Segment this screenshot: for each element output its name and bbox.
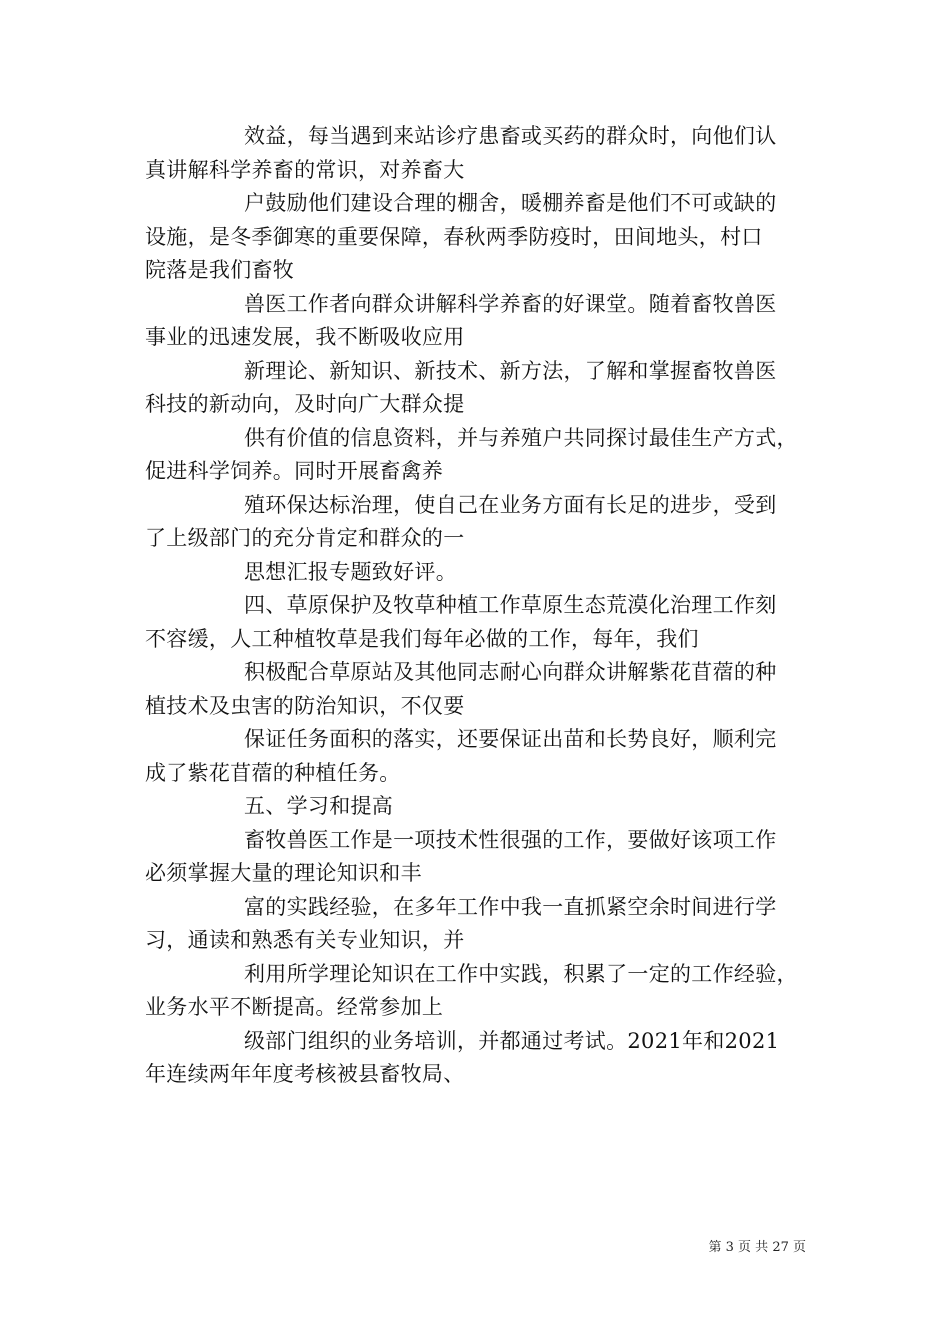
text-line: 保证任务面积的落实，还要保证出苗和长势良好，顺利完 xyxy=(244,727,777,751)
text-line: 五、学习和提高 xyxy=(244,794,394,818)
text-line: 成了紫花苜蓿的种植任务。 xyxy=(145,760,401,785)
paragraph xyxy=(145,656,810,723)
text-line: 促进科学饲养。同时开展畜禽养 xyxy=(145,459,444,483)
text-line: 事业的迅速发展，我不断吸收应用 xyxy=(145,325,465,349)
document-body xyxy=(145,120,810,1092)
text-line: 级部门组织的业务培训，并都通过考试。2021年和2021 xyxy=(244,1028,780,1053)
text-line: 科技的新动向，及时向广大群众提 xyxy=(145,392,465,416)
text-line: 积极配合草原站及其他同志耐心向群众讲解紫花苜蓿的种 xyxy=(244,660,777,684)
paragraph xyxy=(145,958,810,1025)
paragraph xyxy=(145,723,810,790)
text-line: 新理论、新知识、新技术、新方法，了解和掌握畜牧兽医 xyxy=(244,358,777,383)
text-line: 植技术及虫害的防治知识，不仅要 xyxy=(145,693,465,718)
text-line: 了上级部门的充分肯定和群众的一 xyxy=(145,526,465,550)
paragraph xyxy=(145,1025,810,1092)
paragraph xyxy=(145,556,810,590)
paragraph xyxy=(145,120,810,187)
paragraph xyxy=(145,589,810,656)
paragraph xyxy=(145,187,810,288)
text-line: 畜牧兽医工作是一项技术性很强的工作，要做好该项工作 xyxy=(244,827,777,852)
paragraph xyxy=(145,422,810,489)
text-line: 兽医工作者向群众讲解科学养畜的好课堂。随着畜牧兽医 xyxy=(244,291,777,316)
text-line: 富的实践经验，在多年工作中我一直抓紧空余时间进行学 xyxy=(244,894,777,919)
text-line: 必须掌握大量的理论知识和丰 xyxy=(145,861,422,885)
text-line: 真讲解科学养畜的常识，对养畜大 xyxy=(145,157,465,182)
text-line: 户鼓励他们建设合理的棚舍，暖棚养畜是他们不可或缺的 xyxy=(244,191,777,215)
text-line: 院落是我们畜牧 xyxy=(145,258,295,282)
text-line: 不容缓，人工种植牧草是我们每年必做的工作，每年，我们 xyxy=(145,626,699,651)
text-line: 殖环保达标治理，使自己在业务方面有长足的进步，受到 xyxy=(244,492,777,517)
page-number: 第 3 页 共 27 页 xyxy=(708,1240,806,1255)
paragraph xyxy=(145,891,810,958)
paragraph xyxy=(145,489,810,556)
text-line: 年连续两年年度考核被县畜牧局、 xyxy=(145,1062,465,1086)
text-line: 设施，是冬季御寒的重要保障，春秋两季防疫时，田间地头，村口 xyxy=(145,224,763,249)
text-line: 思想汇报专题致好评。 xyxy=(244,559,457,584)
text-line: 利用所学理论知识在工作中实践，积累了一定的工作经验， xyxy=(244,961,798,986)
paragraph xyxy=(145,824,810,891)
text-line: 习，通读和熟悉有关专业知识，并 xyxy=(145,928,465,952)
paragraph xyxy=(145,355,810,422)
text-line: 业务水平不断提高。经常参加上 xyxy=(145,995,444,1019)
paragraph xyxy=(145,288,810,355)
text-line: 供有价值的信息资料，并与养殖户共同探讨最佳生产方式， xyxy=(244,425,798,450)
paragraph xyxy=(145,790,810,824)
text-line: 四、草原保护及牧草种植工作草原生态荒漠化治理工作刻 xyxy=(244,593,777,617)
text-line: 效益，每当遇到来站诊疗患畜或买药的群众时，向他们认 xyxy=(244,124,777,148)
